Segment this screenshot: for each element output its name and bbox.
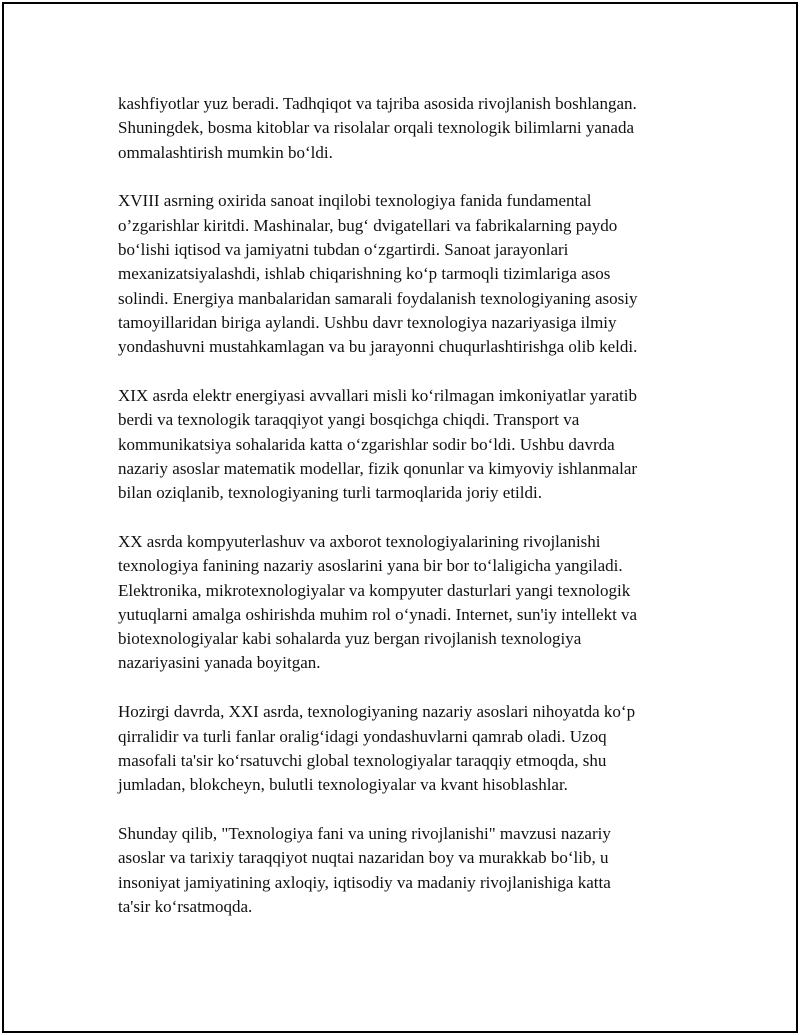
paragraph-21st-century: Hozirgi davrda, XXI asrda, texnologiyaning nazariy asoslari nihoyatda ko‘p qirralidir va turli fanlar oralig‘idagi yondashuvlarni qamrab oladi. Uzoq masofali ta'sir ko‘rsatuvchi global texnologiyalar taraqqiy etmoqda, shu jumladan, blokcheyn, bulutli texnologiyalar va kvant hisoblashlar.: [118, 702, 636, 795]
paragraph-18th-century: XVIII asrning oxirida sanoat inqilobi texnologiya fanida fundamental o’zgarishlar kiritdi. Mashinalar, bug‘ dvigatellari va fabrikalarning paydo bo‘lishi iqtisod va jamiyatni tubdan o‘zgartirdi. Sanoat jarayonlari mexanizatsiyalashdi, ishlab chiqarishning ko‘p tarmoqli tizimlariga asos solindi. Energiya manbalaridan samarali foydalanish texnologiyaning asosiy tamoyillaridan biriga aylandi. Ushbu davr texnologiya nazariyasiga ilmiy yondashuvni mustahkamlagan va bu jarayonni chuqurlashtirishga olib keldi.: [118, 191, 638, 357]
paragraph-discoveries: kashfiyotlar yuz beradi. Tadhqiqot va tajriba asosida rivojlanish boshlangan. Shuningdek, bosma kitoblar va risolalar orqali texnologik bilimlarni yanada ommalashtirish mumkin bo‘ldi.: [118, 94, 637, 162]
paragraph-19th-century: XIX asrda elektr energiyasi avvallari misli ko‘rilmagan imkoniyatlar yaratib berdi va texnologik taraqqiyot yangi bosqichga chiqdi. Transport va kommunikatsiya sohalarida katta o‘zgarishlar sodir bo‘ldi. Ushbu davrda nazariy asoslar matematik modellar, fizik qonunlar va kimyoviy ishlanmalar bilan oziqlanib, texnologiyaning turli tarmoqlarida joriy etildi.: [118, 385, 638, 503]
paragraph-20th-century: XX asrda kompyuterlashuv va axborot texnologiyalarining rivojlanishi texnologiya fanining nazariy asoslarini yana bir bor to‘laligicha yangiladi. Elektronika, mikrotexnologiyalar va kompyuter dasturlari yangi texnologik yutuqlarni amalga oshirishda muhim rol o‘ynadi. Internet, sun'iy intellekt va biotexnologiyalar kabi sohalarda yuz bergan rivojlanish texnologiya nazariyasini yanada boyitgan.: [118, 531, 638, 673]
paragraph-conclusion: Shunday qilib, "Texnologiya fani va uning rivojlanishi" mavzusi nazariy asoslar va tarixiy taraqqiyot nuqtai nazaridan boy va murakkab bo‘lib, u insoniyat jamiyatining axloqiy, iqtisodiy va madaniy rivojlanishiga katta ta'sir ko‘rsatmoqda.: [118, 823, 611, 916]
document-body: [118, 92, 690, 944]
